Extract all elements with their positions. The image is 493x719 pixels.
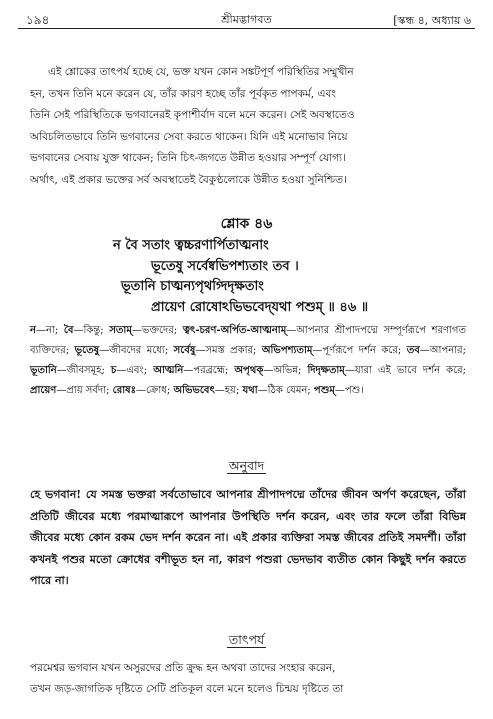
intro-line: অর্থাৎ, এই প্রকার ভক্তের সর্ব অবস্থাতেই বৈকুণ্ঠলোকে উন্নীত হওয়া সুনিশ্চিত। [30, 173, 347, 186]
intro-line: এই শ্লোকের তাৎপর্য হচ্ছে যে, ভক্ত যখন কোন সঙ্কটপূর্ণ পরিস্থিতির সম্মুখীন [48, 66, 354, 78]
synonym-meaning: —অভিন্ন; [263, 365, 308, 376]
synonym-word: ভূতেষু [74, 345, 100, 356]
synonym-word: পশুম্ [313, 385, 335, 396]
synonym-meaning: —ভক্তদের; [131, 325, 183, 336]
synonym-meaning: —প্রায় সর্বদা; [56, 385, 113, 396]
synonym-word: ভূতানি [30, 365, 57, 376]
translation-title-text: অনুবাদ [228, 458, 265, 473]
synonym-meaning: —জীবদের মধ্যে; [99, 345, 174, 356]
verse-heading: শ্লোক ৪৬ [220, 216, 273, 232]
verse-line: ভূতানি চাত্মন্যপৃথগ্দিদৃক্ষতাং [121, 279, 264, 294]
synonym-word: অপৃথক্ [234, 365, 264, 376]
synonym-meaning: —না; [35, 325, 64, 336]
intro-line: ভগবানের সেবায় যুক্ত থাকেন; তিনি চিৎ-জগতে উন্নীত হওয়ার সম্পূর্ণ যোগ্য। [30, 152, 346, 164]
synonym-word: প্রায়েণ [30, 385, 57, 396]
synonym-meaning: —পরব্রহ্মে; [183, 365, 235, 376]
verse-text [0, 236, 493, 318]
synonym-meaning: —যারা এই ভাবে দর্শন করে; [344, 365, 466, 376]
word-for-word-synonyms [30, 321, 466, 401]
verse-line: প্রায়েণ রোষোঽভিভবেদ্‌যথা পশুম্ ॥ ৪৬ ॥ [151, 299, 369, 315]
synonym-meaning: —কিন্তু; [73, 325, 110, 336]
synonym-word: ন [30, 325, 36, 336]
synonym-word: যথা [242, 385, 258, 396]
synonym-word: তব [406, 345, 420, 356]
purport-line: পরমেশ্বর ভগবান যখন অসুরদের প্রতি ক্রুদ্ধ হন অথবা তাদের সংহার করেন, [30, 662, 336, 674]
synonym-word: ত্বৎ-চরণ-অর্পিত-আত্মনাম্ [182, 325, 287, 336]
synonym-meaning: —জীবসমূহ; [56, 365, 111, 376]
page-header [18, 10, 475, 29]
purport-text [30, 658, 466, 700]
intro-line: হন, তখন তিনি মনে করেন যে, তাঁর কারণ হচ্ছে তাঁর পূর্বকৃত পাপকর্ম, এবং [30, 87, 336, 100]
synonym-meaning: —এবং; [116, 365, 154, 376]
synonym-word: আত্মনি [153, 365, 184, 376]
purport-title-text: তাৎপর্য [228, 632, 265, 647]
chapter-reference: [স্কন্ধ ৪, অধ্যায় ৬ [393, 14, 471, 27]
purport-line: তখন জড়-জাগতিক দৃষ্টিতে সেটি প্রতিকূল বলে মনে হলেও চিন্ময় দৃষ্টিতে তা [30, 683, 344, 695]
synonym-word: অভিপশ্যতাম্ [261, 345, 313, 356]
synonym-meaning: —সমস্ত প্রকার; [195, 345, 262, 356]
page-number: ১৯৪ [26, 13, 50, 27]
synonym-meaning: —হয়; [214, 385, 243, 396]
synonym-meaning: —আপনার শ্রীপাদপদ্মে সম্পূর্ণরূপে শরণাগত ব্যক্তিদের; [30, 325, 466, 356]
verse-line: ভূতেষু সর্বেষ্বভিপশ্যতাং তব । [151, 258, 299, 274]
synonym-word: রোষঃ [112, 385, 136, 396]
synonym-word: বৈ [63, 325, 74, 336]
synonym-word: অভিভবেৎ [173, 385, 215, 396]
translation-text: হে ভগবান! যে সমস্ত ভক্তরা সর্বতোভাবে আপনার শ্রীপাদপদ্মে তাঁদের জীবন অর্পণ করেছেন, তাঁরা প্রতিটি জীবের মধ্যে পরমাত্মারূপে আপনার উপস্থিতি দর্শন করেন, এবং তার ফলে তাঁরা বিভিন্ন জীবের মধ্যে কোন রকম ভেদ দর্শন করেন না। এই প্রকার ব্যক্তিরা সমস্ত জীবের প্রতিই সমদর্শী। তাঁরা কখনই পশুর মতো ক্রোধের বশীভূত হন না, কারণ পশুরা ভেদভাব ব্যতীত কোন কিছুই দর্শন করতে পারে না। [30, 488, 466, 587]
synonym-meaning: —ঠিক যেমন; [257, 385, 314, 396]
verse-line: ন বৈ সতাং ত্বচ্চরণার্পিতাত্মনাং [113, 238, 269, 253]
synonym-word: দিদৃক্ষতাম্ [307, 365, 345, 376]
book-title: শ্রীমদ্ভাগবত [221, 13, 272, 26]
synonym-meaning: —আপনার; [419, 345, 466, 356]
synonym-meaning: —পূর্ণরূপে দর্শন করে; [312, 345, 407, 356]
intro-line: অবিচলিতভাবে তিনি ভগবানের সেবা করতে থাকেন। যিনি এই মনোভাব নিয়ে [30, 130, 348, 143]
synonym-word: চ [110, 365, 117, 376]
intro-paragraph [30, 62, 466, 191]
translation-title [0, 458, 493, 478]
synonym-meaning: —পশু। [334, 385, 364, 396]
synonym-meaning: —ক্রোধ; [135, 385, 174, 396]
synonym-word: সর্বেষু [173, 345, 196, 356]
intro-line: তিনি সেই পরিস্থিতিকে ভগবানেরই কৃপাশীর্বাদ বলে মনে করেন। সেই অবস্থাতেও [30, 109, 355, 121]
purport-title [0, 632, 493, 652]
synonym-word: সতাম্ [109, 325, 132, 336]
